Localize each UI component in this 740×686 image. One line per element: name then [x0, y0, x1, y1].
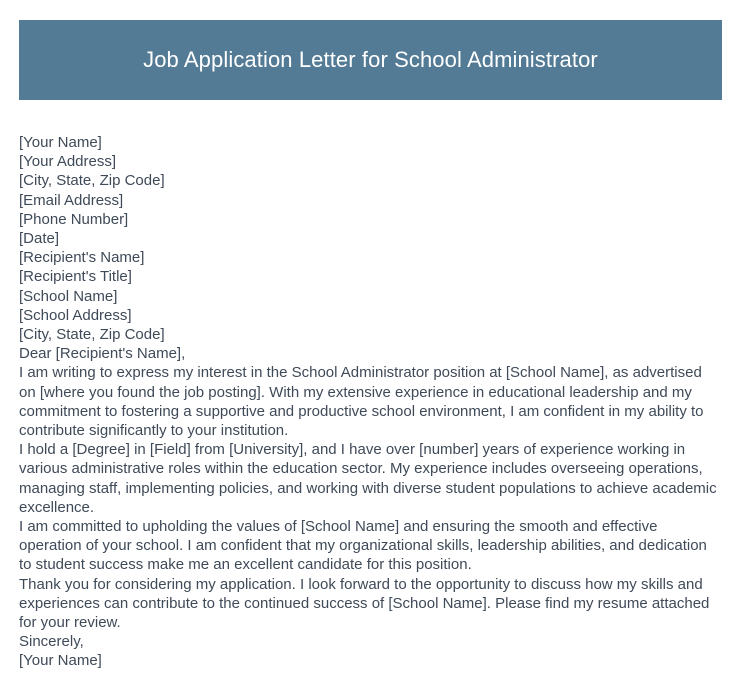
- letter-line-school-city: [City, State, Zip Code]: [19, 326, 165, 344]
- letter-line-sender-city: [City, State, Zip Code]: [19, 172, 165, 190]
- letter-line-sender-name: [Your Name]: [19, 134, 102, 151]
- letter-line-signature-name: [Your Name]: [19, 652, 102, 670]
- letter-line-sender-address: [Your Address]: [19, 153, 117, 171]
- page-title: Job Application Letter for School Administrator: [143, 46, 598, 72]
- letter-line-school-name: [School Name]: [19, 287, 118, 305]
- letter-line-sender-phone: [Phone Number]: [19, 210, 129, 228]
- letter-paragraph-qualifications: I hold a [Degree] in [Field] from [University], and I have over [number] years of experience working in various administrative roles within the education sector. My experience includes overseeing operations, managing staff, implementing policies, and working with diverse student populations to achieve academic excellence.: [19, 441, 717, 516]
- letter-line-signoff: Sincerely,: [19, 633, 84, 651]
- letter-paragraph-closing: Thank you for considering my application. I look forward to the opportunity to discuss how my skills and experiences can contribute to the continued success of [School Name]. Please find my resume attached for your review.: [19, 575, 710, 632]
- letter-paragraph-commitment: I am committed to upholding the values of [School Name] and ensuring the smooth and effective operation of your school. I am confident that my organizational skills, leadership abilities, and dedication to student success make me an excellent candidate for this position.: [19, 518, 707, 574]
- letter-line-recipient-title: [Recipient's Title]: [19, 268, 132, 286]
- letter-line-date: [Date]: [19, 230, 60, 248]
- letter-paragraph-intro: I am writing to express my interest in the School Administrator position at [School Name], as advertised on [where you found the job posting]. With my extensive experience in educational leadership and my commitment to fostering a supportive and productive school environment, I am confident in my ability to contribute significantly to your institution.: [19, 364, 704, 440]
- letter-line-school-address: [School Address]: [19, 306, 132, 324]
- letter-body: [19, 133, 722, 671]
- letter-line-sender-email: [Email Address]: [19, 191, 124, 209]
- letter-line-salutation: Dear [Recipient's Name],: [19, 345, 186, 363]
- letter-header-banner: [19, 20, 722, 100]
- letter-line-recipient-name: [Recipient's Name]: [19, 249, 145, 267]
